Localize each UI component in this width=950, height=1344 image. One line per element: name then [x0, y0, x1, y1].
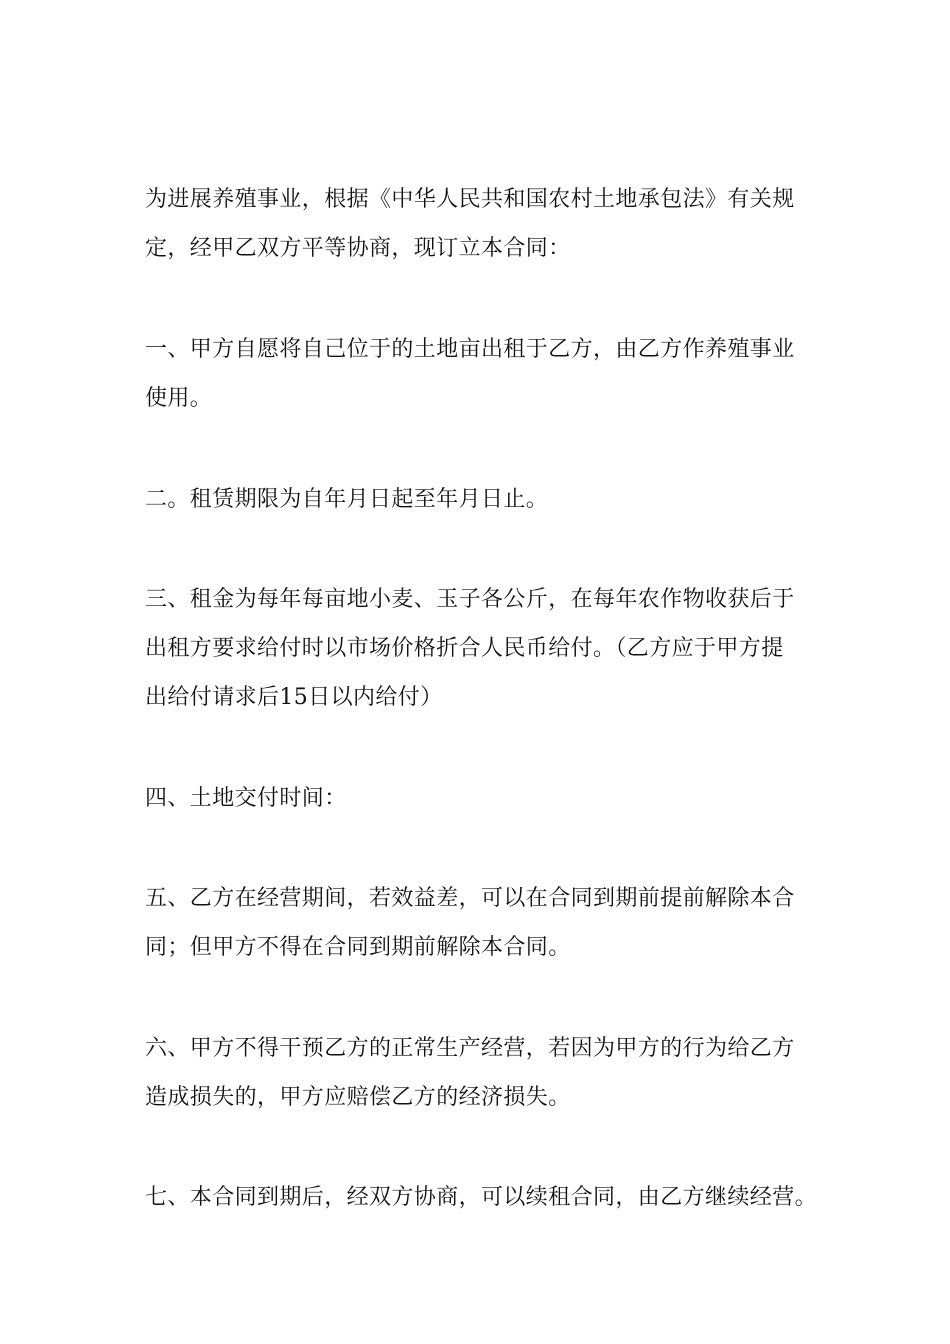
- clause-6-line-1: 六、甲方不得干预乙方的正常生产经营，若因为甲方的行为给乙方: [145, 1036, 795, 1061]
- clause-7-line-1: 七、本合同到期后，经双方协商，可以续租合同，由乙方继续经营。: [145, 1185, 818, 1210]
- clause-5-line-1: 五、乙方在经营期间，若效益差，可以在合同到期前提前解除本合: [145, 886, 795, 911]
- clause-1-line-2: 使用。: [145, 386, 213, 411]
- clause-2-line-1: 二。租赁期限为自年月日起至年月日止。: [145, 487, 549, 512]
- clause-3-line-2: 出租方要求给付时以市场价格折合人民币给付。（乙方应于甲方提: [145, 636, 784, 661]
- clause-4-paragraph: [145, 774, 835, 823]
- intro-paragraph: [145, 175, 835, 273]
- clause-5-paragraph: [145, 874, 835, 972]
- clause-3-paragraph: [145, 575, 835, 722]
- clause-5-line-2: 同；但甲方不得在合同到期前解除本合同。: [145, 935, 571, 960]
- clause-6-line-2: 造成损失的，甲方应赔偿乙方的经济损失。: [145, 1085, 571, 1110]
- intro-line-2: 定，经甲乙双方平等协商，现订立本合同：: [145, 236, 571, 261]
- clause-1-paragraph: [145, 325, 835, 423]
- intro-line-1: 为进展养殖事业，根据《中华人民共和国农村土地承包法》有关规: [145, 187, 795, 212]
- clause-2-paragraph: [145, 475, 835, 524]
- clause-1-line-1: 一、甲方自愿将自己位于的土地亩出租于乙方，由乙方作养殖事业: [145, 337, 795, 362]
- clause-4-line-1: 四、土地交付时间：: [145, 786, 347, 811]
- clause-7-paragraph: [145, 1173, 835, 1222]
- clause-3-line-1: 三、租金为每年每亩地小麦、玉子各公斤，在每年农作物收获后于: [145, 587, 795, 612]
- clause-3-line-3: 出给付请求后15日以内给付）: [145, 685, 443, 710]
- clause-6-paragraph: [145, 1024, 835, 1122]
